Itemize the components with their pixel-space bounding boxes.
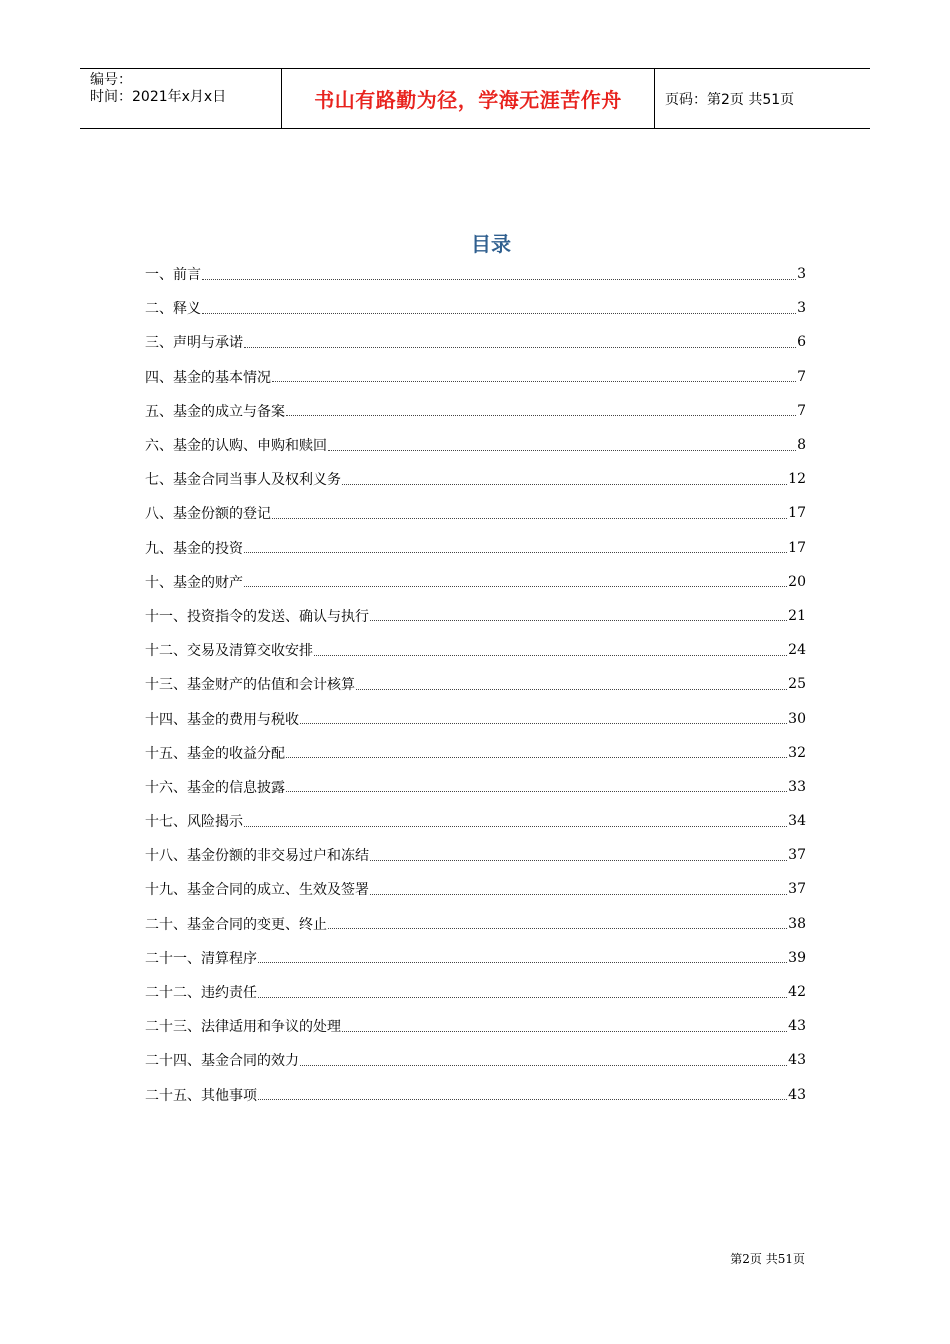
toc-entry-page: 25 [788, 676, 806, 693]
toc-entry[interactable] [145, 257, 806, 291]
toc-entry-label: 十四、基金的费用与税收 [145, 711, 299, 728]
toc-leader-dots [328, 914, 787, 929]
toc-leader-dots [300, 1051, 787, 1066]
toc-entry[interactable] [145, 599, 806, 633]
toc-entry-label: 四、基金的基本情况 [145, 369, 271, 386]
toc-entry[interactable] [145, 770, 806, 804]
toc-leader-dots [202, 299, 796, 314]
toc-leader-dots [258, 948, 787, 963]
toc-entry[interactable] [145, 907, 806, 941]
toc-leader-dots [342, 1017, 787, 1032]
toc-leader-dots [370, 606, 787, 621]
toc-entry-label: 十七、风险揭示 [145, 814, 243, 831]
toc-leader-dots [202, 265, 796, 280]
toc-leader-dots [328, 436, 796, 451]
footer-page-number: 第2页 共51页 [730, 1252, 805, 1266]
toc-leader-dots [370, 880, 787, 895]
toc-entry-label: 十、基金的财产 [145, 574, 243, 591]
page-footer [730, 1250, 805, 1267]
header-motto [282, 69, 655, 128]
toc-leader-dots [272, 504, 787, 519]
toc-entry[interactable] [145, 1009, 806, 1043]
toc-entry[interactable] [145, 667, 806, 701]
toc-leader-dots [244, 572, 787, 587]
toc-entry[interactable] [145, 701, 806, 735]
toc-entry-page: 3 [797, 266, 806, 283]
toc-entry[interactable] [145, 941, 806, 975]
toc-leader-dots [258, 983, 787, 998]
toc-leader-dots [314, 641, 787, 656]
toc-entry-label: 三、声明与承诺 [145, 335, 243, 352]
toc-entry-page: 42 [788, 984, 806, 1001]
toc-entry-page: 39 [788, 949, 806, 966]
toc-entry-label: 十二、交易及清算交收安排 [145, 643, 313, 660]
toc-entry-page: 17 [788, 539, 806, 556]
toc-leader-dots [286, 777, 787, 792]
toc-entry[interactable] [145, 565, 806, 599]
toc-entry-page: 33 [788, 778, 806, 795]
toc-leader-dots [300, 709, 787, 724]
toc-entry[interactable] [145, 531, 806, 565]
toc-entry-page: 7 [797, 368, 806, 385]
toc-entry-label: 七、基金合同当事人及权利义务 [145, 472, 341, 489]
toc-entry-label: 十三、基金财产的估值和会计核算 [145, 677, 355, 694]
toc-entry[interactable] [145, 291, 806, 325]
toc-entry[interactable] [145, 736, 806, 770]
toc-entry-page: 43 [788, 1018, 806, 1035]
toc-entry-label: 八、基金份额的登记 [145, 506, 271, 523]
toc-entry[interactable] [145, 394, 806, 428]
toc-entry-page: 6 [797, 334, 806, 351]
toc-entry-page: 37 [788, 847, 806, 864]
document-time-label: 时间：2021年x月x日 [90, 89, 227, 105]
header-page-info [655, 69, 870, 128]
toc-entry-page: 43 [788, 1086, 806, 1103]
toc-entry-page: 32 [788, 744, 806, 761]
toc-entry[interactable] [145, 496, 806, 530]
toc-entry-label: 二十二、违约责任 [145, 985, 257, 1002]
toc-entry[interactable] [145, 633, 806, 667]
toc-entry[interactable] [145, 872, 806, 906]
toc-entry-label: 十九、基金合同的成立、生效及签署 [145, 882, 369, 899]
toc-entry[interactable] [145, 838, 806, 872]
header-page-number: 页码：第2页 共51页 [665, 91, 795, 108]
toc-entry-label: 十五、基金的收益分配 [145, 745, 285, 762]
toc-leader-dots [356, 675, 787, 690]
toc-entry-page: 24 [788, 642, 806, 659]
toc-entry-page: 12 [788, 471, 806, 488]
toc-entry-label: 二、释义 [145, 301, 201, 318]
toc-entry-page: 8 [797, 437, 806, 454]
toc-entry-page: 17 [788, 505, 806, 522]
document-number-label: 编号： [90, 72, 132, 88]
table-of-contents [145, 257, 806, 1112]
toc-title: 目录 [471, 232, 511, 256]
toc-leader-dots [244, 812, 787, 827]
toc-entry-page: 34 [788, 813, 806, 830]
toc-entry[interactable] [145, 428, 806, 462]
toc-entry-label: 十八、基金份额的非交易过户和冻结 [145, 848, 369, 865]
toc-entry-label: 六、基金的认购、申购和赎回 [145, 438, 327, 455]
page-header [80, 68, 870, 129]
toc-entry[interactable] [145, 325, 806, 359]
toc-entry-page: 3 [797, 300, 806, 317]
toc-entry-label: 十六、基金的信息披露 [145, 779, 285, 796]
toc-entry-page: 7 [797, 402, 806, 419]
toc-leader-dots [258, 1085, 787, 1100]
toc-entry-label: 二十四、基金合同的效力 [145, 1053, 299, 1070]
toc-entry[interactable] [145, 360, 806, 394]
toc-entry-label: 二十三、法律适用和争议的处理 [145, 1019, 341, 1036]
toc-entry-label: 九、基金的投资 [145, 540, 243, 557]
toc-entry-label: 五、基金的成立与备案 [145, 403, 285, 420]
motto-text: 书山有路勤为径，学海无涯苦作舟 [314, 88, 622, 112]
toc-entry-page: 21 [788, 607, 806, 624]
toc-leader-dots [286, 743, 787, 758]
toc-leader-dots [272, 367, 796, 382]
toc-entry-page: 37 [788, 881, 806, 898]
toc-entry-page: 30 [788, 710, 806, 727]
toc-entry-label: 一、前言 [145, 267, 201, 284]
toc-entry-page: 38 [788, 915, 806, 932]
toc-entry[interactable] [145, 1078, 806, 1112]
toc-entry-label: 二十一、清算程序 [145, 950, 257, 967]
toc-leader-dots [286, 401, 796, 416]
toc-entry-label: 二十、基金合同的变更、终止 [145, 916, 327, 933]
toc-leader-dots [244, 333, 796, 348]
toc-entry-label: 十一、投资指令的发送、确认与执行 [145, 608, 369, 625]
toc-entry-page: 20 [788, 573, 806, 590]
toc-entry[interactable] [145, 804, 806, 838]
toc-entry[interactable] [145, 462, 806, 496]
toc-entry[interactable] [145, 1043, 806, 1077]
toc-leader-dots [370, 846, 787, 861]
toc-entry-label: 二十五、其他事项 [145, 1087, 257, 1104]
toc-leader-dots [342, 470, 787, 485]
header-meta [80, 69, 282, 128]
toc-leader-dots [244, 538, 787, 553]
toc-entry[interactable] [145, 975, 806, 1009]
toc-entry-page: 43 [788, 1052, 806, 1069]
